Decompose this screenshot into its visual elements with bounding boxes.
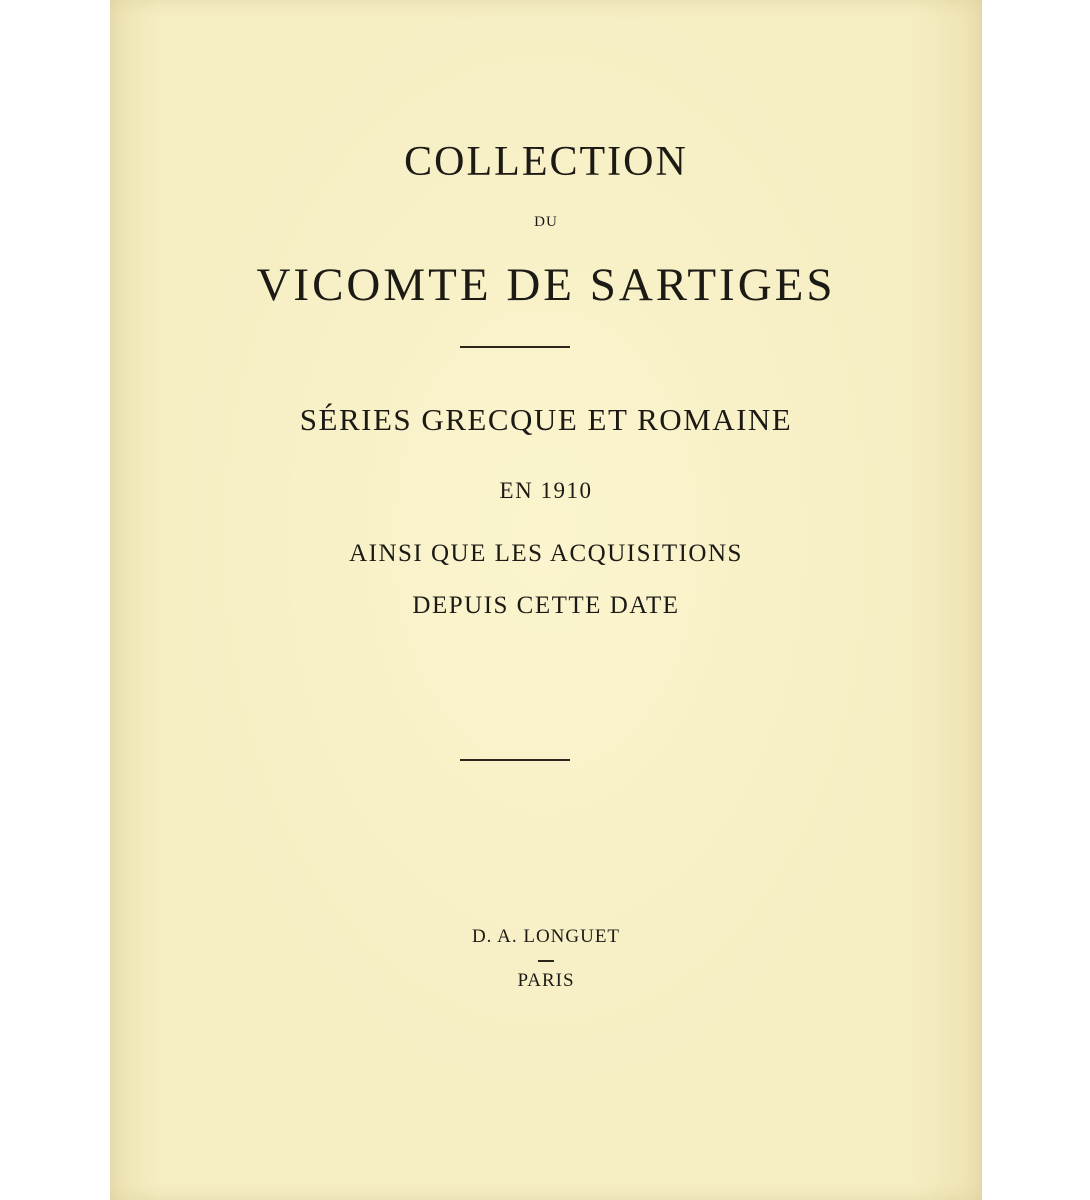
since-date-subtitle: DEPUIS CETTE DATE — [412, 592, 680, 619]
publisher-city: PARIS — [517, 970, 575, 991]
publisher-dash — [538, 960, 554, 962]
publisher-name: D. A. LONGUET — [471, 926, 621, 947]
bottom-divider-rule — [460, 759, 570, 761]
book-title-page — [110, 0, 982, 1200]
collection-heading: COLLECTION — [404, 139, 688, 185]
acquisitions-subtitle: AINSI QUE LES ACQUISITIONS — [349, 540, 743, 567]
year-subtitle: EN 1910 — [499, 478, 593, 503]
top-divider-rule — [460, 346, 570, 348]
collector-name-heading: VICOMTE DE SARTIGES — [256, 259, 836, 311]
series-subtitle: SÉRIES GRECQUE ET ROMAINE — [299, 402, 793, 437]
du-word: DU — [534, 214, 558, 230]
